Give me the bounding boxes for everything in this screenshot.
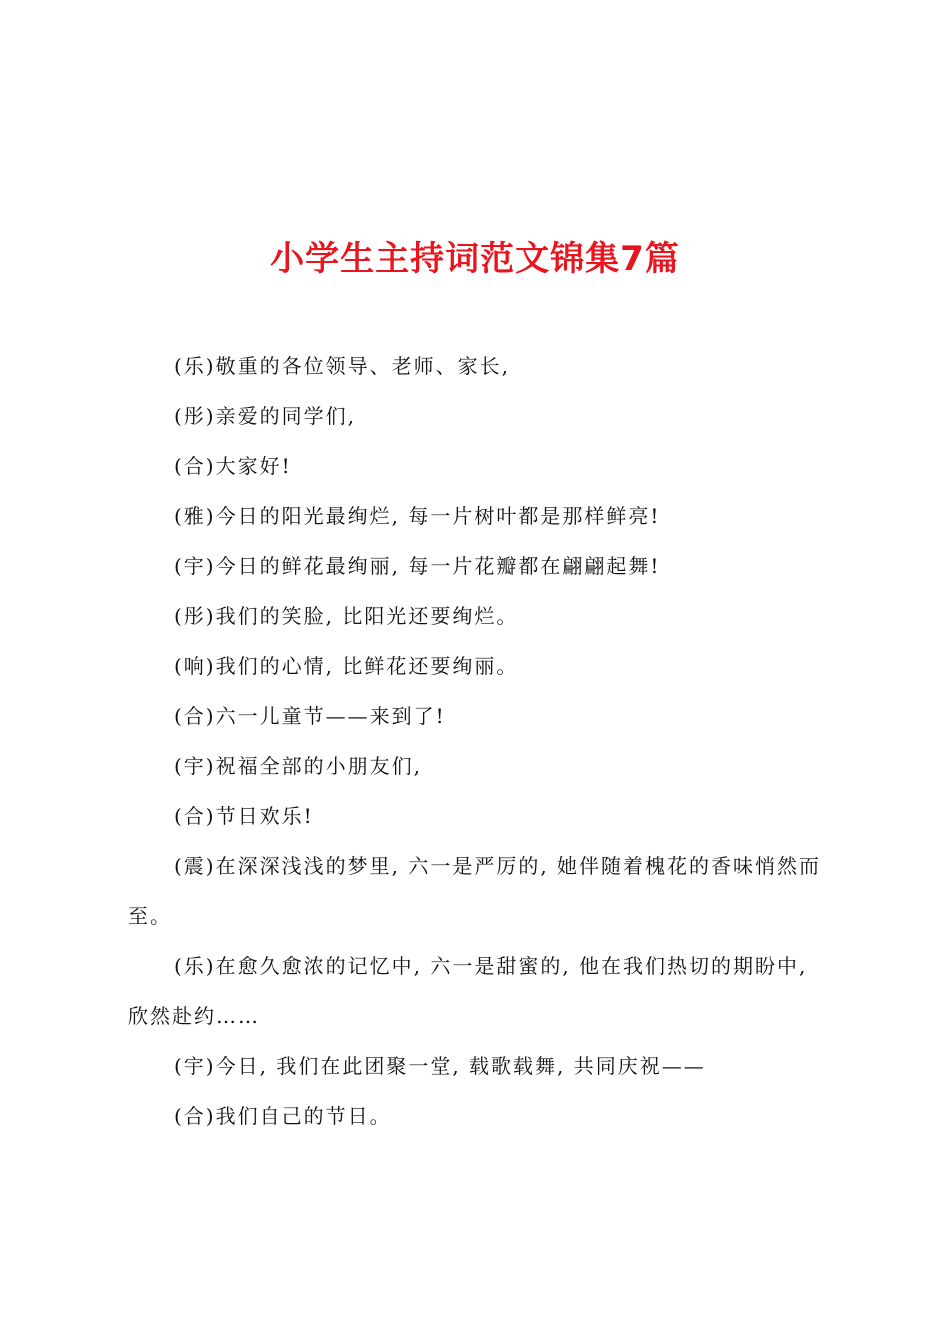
paragraph: (宇)祝福全部的小朋友们, <box>174 754 422 778</box>
document-title: 小学生主持词范文锦集7篇 <box>270 238 680 279</box>
paragraph: (雅)今日的阳光最绚烂, 每一片树叶都是那样鲜亮! <box>174 504 661 528</box>
paragraph: (乐)在愈久愈浓的记忆中, 六一是甜蜜的, 他在我们热切的期盼中, 欣然赴约…… <box>128 954 808 1028</box>
paragraph: (合)大家好! <box>174 454 292 478</box>
paragraph: (合)六一儿童节——来到了! <box>174 704 446 728</box>
paragraph: (响)我们的心情, 比鲜花还要绚丽。 <box>174 654 519 678</box>
document-body <box>128 341 833 1141</box>
paragraph: (乐)敬重的各位领导、老师、家长, <box>174 354 510 378</box>
paragraph: (宇)今日, 我们在此团聚一堂, 载歌载舞, 共同庆祝—— <box>174 1054 706 1078</box>
paragraph: (宇)今日的鲜花最绚丽, 每一片花瓣都在翩翩起舞! <box>174 554 661 578</box>
paragraph: (彤)我们的笑脸, 比阳光还要绚烂。 <box>174 604 519 628</box>
paragraph: (震)在深深浅浅的梦里, 六一是严厉的, 她伴随着槐花的香味悄然而至。 <box>128 854 822 928</box>
paragraph: (合)我们自己的节日。 <box>174 1104 392 1128</box>
paragraph: (合)节日欢乐! <box>174 804 314 828</box>
paragraph: (彤)亲爱的同学们, <box>174 404 356 428</box>
